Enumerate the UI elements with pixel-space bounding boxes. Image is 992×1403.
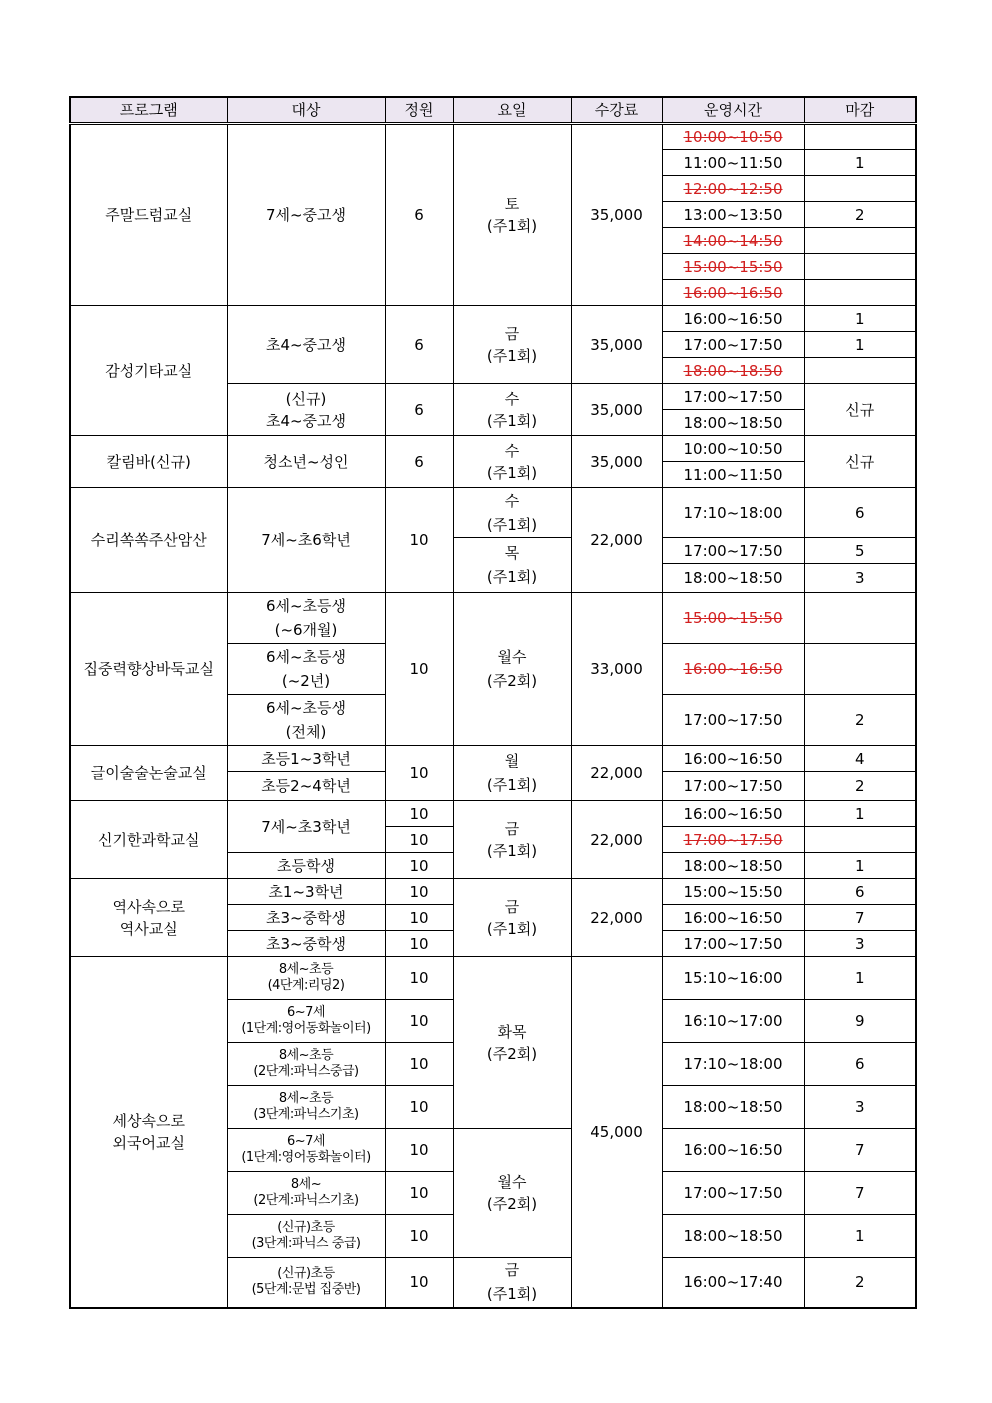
header-row xyxy=(70,97,916,124)
time-cell-struck: 10:00~10:50 xyxy=(662,124,804,150)
closed-cell xyxy=(804,593,916,644)
target-cell: 초1~3학년 xyxy=(227,879,385,905)
day-frequency: (주2회) xyxy=(486,672,538,690)
time-cell: 17:00~17:50 xyxy=(662,931,804,957)
schedule-table-wrapper xyxy=(69,96,915,1309)
table-row xyxy=(70,124,916,150)
day-frequency: (주1회) xyxy=(486,841,538,860)
day-label: 금 xyxy=(504,819,520,838)
capacity-cell: 10 xyxy=(385,1086,453,1129)
closed-cell xyxy=(804,254,916,280)
capacity-cell: 10 xyxy=(385,931,453,957)
day-label: 금 xyxy=(504,1261,520,1280)
day-label: 월수 xyxy=(497,1173,527,1191)
fee-cell: 22,000 xyxy=(571,488,662,593)
program-name: 수리쏙쏙주산암산 xyxy=(70,488,227,593)
time-cell-struck: 16:00~16:50 xyxy=(662,280,804,306)
time-cell: 11:00~11:50 xyxy=(662,150,804,176)
time-cell: 16:00~16:50 xyxy=(662,905,804,931)
target-cell: 초3~중학생 xyxy=(227,905,385,931)
closed-cell: 1 xyxy=(804,306,916,332)
capacity-cell: 10 xyxy=(385,1258,453,1308)
fee-cell: 35,000 xyxy=(571,124,662,306)
table-row xyxy=(70,957,916,1000)
target-line: (신규)초등 xyxy=(277,1220,335,1235)
closed-cell xyxy=(804,827,916,853)
closed-cell: 6 xyxy=(804,488,916,538)
program-line: 역사교실 xyxy=(119,919,178,938)
fee-cell: 22,000 xyxy=(571,746,662,801)
day-cell xyxy=(453,1258,571,1308)
time-cell: 15:00~15:50 xyxy=(662,879,804,905)
header-closed: 마감 xyxy=(804,97,916,124)
target-cell xyxy=(227,593,385,644)
closed-cell: 신규 xyxy=(804,384,916,436)
target-line: (신규)초등 xyxy=(277,1266,335,1282)
target-cell: 초등1~3학년 xyxy=(227,746,385,772)
closed-cell: 2 xyxy=(804,695,916,746)
table-row xyxy=(70,488,916,538)
capacity-cell: 6 xyxy=(385,384,453,436)
table-row xyxy=(70,801,916,827)
closed-cell xyxy=(804,644,916,695)
time-cell: 16:00~16:50 xyxy=(662,1129,804,1172)
target-cell: 초등2~4학년 xyxy=(227,772,385,801)
capacity-cell: 10 xyxy=(385,801,453,827)
closed-cell: 1 xyxy=(804,801,916,827)
target-cell xyxy=(227,1172,385,1215)
program-line: 역사속으로 xyxy=(112,897,185,916)
time-cell: 18:00~18:50 xyxy=(662,1215,804,1258)
closed-cell: 6 xyxy=(804,879,916,905)
capacity-cell: 10 xyxy=(385,827,453,853)
target-cell xyxy=(227,1129,385,1172)
target-cell xyxy=(227,1043,385,1086)
day-label: 화목 xyxy=(497,1022,527,1041)
day-frequency: (주1회) xyxy=(486,776,538,794)
target-cell xyxy=(227,1215,385,1258)
time-cell: 17:00~17:50 xyxy=(662,772,804,801)
time-cell-struck: 17:00~17:50 xyxy=(662,827,804,853)
capacity-cell: 10 xyxy=(385,1129,453,1172)
time-cell: 18:00~18:50 xyxy=(662,564,804,593)
day-cell xyxy=(453,124,571,306)
time-cell: 17:00~17:50 xyxy=(662,332,804,358)
time-cell: 13:00~13:50 xyxy=(662,202,804,228)
closed-cell xyxy=(804,176,916,202)
closed-cell: 1 xyxy=(804,957,916,1000)
day-frequency: (주2회) xyxy=(486,1044,538,1063)
time-cell: 15:10~16:00 xyxy=(662,957,804,1000)
day-label: 수 xyxy=(504,491,520,510)
target-line: 8세~ xyxy=(290,1177,322,1192)
program-name: 주말드럼교실 xyxy=(70,124,227,306)
target-line: (~2년) xyxy=(281,672,331,690)
closed-cell: 2 xyxy=(804,1258,916,1308)
closed-cell: 1 xyxy=(804,150,916,176)
closed-cell: 7 xyxy=(804,1129,916,1172)
table-row xyxy=(70,436,916,462)
closed-cell: 1 xyxy=(804,332,916,358)
capacity-cell: 10 xyxy=(385,853,453,879)
program-name: 집중력향상바둑교실 xyxy=(70,593,227,746)
fee-cell: 35,000 xyxy=(571,306,662,384)
target-cell xyxy=(227,1258,385,1308)
time-cell: 17:00~17:50 xyxy=(662,1172,804,1215)
day-label: 월 xyxy=(504,752,520,770)
header-fee: 수강료 xyxy=(571,97,662,124)
target-line: 6~7세 xyxy=(287,1005,325,1020)
program-name: 감성기타교실 xyxy=(70,306,227,436)
capacity-cell: 10 xyxy=(385,957,453,1000)
target-line: 8세~초등 xyxy=(278,1091,334,1106)
time-cell: 18:00~18:50 xyxy=(662,410,804,436)
target-cell: 7세~초6학년 xyxy=(227,488,385,593)
table-row xyxy=(70,306,916,332)
day-frequency: (주1회) xyxy=(486,217,538,235)
time-cell-struck: 12:00~12:50 xyxy=(662,176,804,202)
day-cell xyxy=(453,593,571,746)
program-name xyxy=(70,957,227,1308)
closed-cell: 7 xyxy=(804,1172,916,1215)
time-cell-struck: 16:00~16:50 xyxy=(662,644,804,695)
fee-cell: 45,000 xyxy=(571,957,662,1308)
day-label: 수 xyxy=(504,441,520,460)
time-cell: 11:00~11:50 xyxy=(662,462,804,488)
program-name: 신기한과학교실 xyxy=(70,801,227,879)
target-cell: 초4~중고생 xyxy=(227,306,385,384)
closed-cell xyxy=(804,124,916,150)
day-cell xyxy=(453,1129,571,1258)
time-cell: 18:00~18:50 xyxy=(662,853,804,879)
day-cell xyxy=(453,746,571,801)
target-line: 6세~초등생 xyxy=(265,699,347,717)
target-cell xyxy=(227,1086,385,1129)
closed-cell: 9 xyxy=(804,1000,916,1043)
time-cell: 18:00~18:50 xyxy=(662,1086,804,1129)
day-label: 토 xyxy=(504,195,520,213)
table-row xyxy=(70,879,916,905)
target-line: 8세~초등 xyxy=(278,1048,334,1063)
day-cell xyxy=(453,957,571,1129)
closed-cell: 4 xyxy=(804,746,916,772)
day-cell xyxy=(453,384,571,436)
time-cell-struck: 15:00~15:50 xyxy=(662,593,804,644)
closed-cell: 5 xyxy=(804,538,916,564)
target-cell xyxy=(227,1000,385,1043)
target-cell: 청소년~성인 xyxy=(227,436,385,488)
day-frequency: (주1회) xyxy=(486,346,538,365)
header-day: 요일 xyxy=(453,97,571,124)
target-cell xyxy=(227,644,385,695)
day-label: 월수 xyxy=(497,648,527,666)
day-cell xyxy=(453,879,571,957)
day-frequency: (주1회) xyxy=(486,463,538,482)
capacity-cell: 6 xyxy=(385,306,453,384)
capacity-cell: 6 xyxy=(385,436,453,488)
target-line: (전체) xyxy=(285,723,327,741)
target-cell: 초등학생 xyxy=(227,853,385,879)
time-cell: 16:00~17:40 xyxy=(662,1258,804,1308)
capacity-cell: 10 xyxy=(385,879,453,905)
header-capacity: 정원 xyxy=(385,97,453,124)
day-frequency: (주1회) xyxy=(486,515,538,534)
time-cell: 17:10~18:00 xyxy=(662,1043,804,1086)
target-line: (3단계:파닉스 중급) xyxy=(251,1236,361,1251)
program-name xyxy=(70,879,227,957)
target-cell: 7세~초3학년 xyxy=(227,801,385,853)
schedule-table xyxy=(69,96,917,1309)
time-cell: 10:00~10:50 xyxy=(662,436,804,462)
day-cell xyxy=(453,488,571,538)
target-line: 6세~초등생 xyxy=(265,597,347,615)
day-cell xyxy=(453,538,571,593)
closed-cell: 2 xyxy=(804,772,916,801)
target-line: (2단계:파닉스기초) xyxy=(253,1193,359,1208)
closed-cell: 3 xyxy=(804,564,916,593)
target-line: 초4~중고생 xyxy=(265,411,347,430)
day-frequency: (주1회) xyxy=(486,919,538,938)
time-cell-struck: 14:00~14:50 xyxy=(662,228,804,254)
closed-cell: 3 xyxy=(804,1086,916,1129)
fee-cell: 22,000 xyxy=(571,801,662,879)
closed-cell: 2 xyxy=(804,202,916,228)
day-frequency: (주2회) xyxy=(486,1195,538,1213)
day-cell xyxy=(453,436,571,488)
closed-cell: 6 xyxy=(804,1043,916,1086)
target-cell: 초3~중학생 xyxy=(227,931,385,957)
program-name: 글이술술논술교실 xyxy=(70,746,227,801)
target-line: (5단계:문법 집중반) xyxy=(251,1282,361,1298)
header-program: 프로그램 xyxy=(70,97,227,124)
table-row xyxy=(70,593,916,644)
closed-cell: 1 xyxy=(804,1215,916,1258)
target-cell: 7세~중고생 xyxy=(227,124,385,306)
target-line: (1단계:영어동화놀이터) xyxy=(241,1021,371,1036)
capacity-cell: 10 xyxy=(385,746,453,801)
target-cell xyxy=(227,695,385,746)
day-label: 목 xyxy=(504,544,520,562)
closed-cell xyxy=(804,358,916,384)
target-line: (4단계:리딩2) xyxy=(267,978,345,993)
fee-cell: 35,000 xyxy=(571,384,662,436)
capacity-cell: 6 xyxy=(385,124,453,306)
target-line: (2단계:파닉스중급) xyxy=(253,1064,359,1079)
capacity-cell: 10 xyxy=(385,905,453,931)
capacity-cell: 10 xyxy=(385,1215,453,1258)
capacity-cell: 10 xyxy=(385,593,453,746)
day-label: 수 xyxy=(504,389,520,408)
time-cell: 17:00~17:50 xyxy=(662,695,804,746)
closed-cell: 7 xyxy=(804,905,916,931)
target-line: (~6개월) xyxy=(274,621,338,639)
target-cell xyxy=(227,384,385,436)
day-cell xyxy=(453,306,571,384)
capacity-cell: 10 xyxy=(385,1172,453,1215)
closed-cell: 신규 xyxy=(804,436,916,488)
day-frequency: (주1회) xyxy=(486,411,538,430)
table-row xyxy=(70,746,916,772)
fee-cell: 35,000 xyxy=(571,436,662,488)
target-line: 6~7세 xyxy=(287,1134,325,1149)
fee-cell: 33,000 xyxy=(571,593,662,746)
fee-cell: 22,000 xyxy=(571,879,662,957)
target-line: (3단계:파닉스기초) xyxy=(253,1107,359,1122)
target-line: 6세~초등생 xyxy=(265,648,347,666)
time-cell: 16:00~16:50 xyxy=(662,746,804,772)
closed-cell xyxy=(804,228,916,254)
target-cell xyxy=(227,957,385,1000)
time-cell: 17:10~18:00 xyxy=(662,488,804,538)
time-cell: 17:00~17:50 xyxy=(662,538,804,564)
header-target: 대상 xyxy=(227,97,385,124)
day-frequency: (주1회) xyxy=(486,1285,538,1304)
time-cell: 16:00~16:50 xyxy=(662,306,804,332)
time-cell: 17:00~17:50 xyxy=(662,384,804,410)
capacity-cell: 10 xyxy=(385,488,453,593)
program-name: 칼림바(신규) xyxy=(70,436,227,488)
day-cell xyxy=(453,801,571,879)
header-time: 운영시간 xyxy=(662,97,804,124)
program-line: 외국어교실 xyxy=(112,1133,185,1152)
day-frequency: (주1회) xyxy=(486,568,538,586)
target-line: (1단계:영어동화놀이터) xyxy=(241,1150,371,1165)
target-line: 8세~초등 xyxy=(278,962,334,977)
time-cell-struck: 18:00~18:50 xyxy=(662,358,804,384)
time-cell: 16:10~17:00 xyxy=(662,1000,804,1043)
closed-cell: 3 xyxy=(804,931,916,957)
time-cell: 16:00~16:50 xyxy=(662,801,804,827)
target-line: (신규) xyxy=(285,389,327,408)
time-cell-struck: 15:00~15:50 xyxy=(662,254,804,280)
closed-cell xyxy=(804,280,916,306)
day-label: 금 xyxy=(504,897,520,916)
capacity-cell: 10 xyxy=(385,1000,453,1043)
day-label: 금 xyxy=(504,324,520,343)
closed-cell: 1 xyxy=(804,853,916,879)
program-line: 세상속으로 xyxy=(112,1111,185,1130)
capacity-cell: 10 xyxy=(385,1043,453,1086)
